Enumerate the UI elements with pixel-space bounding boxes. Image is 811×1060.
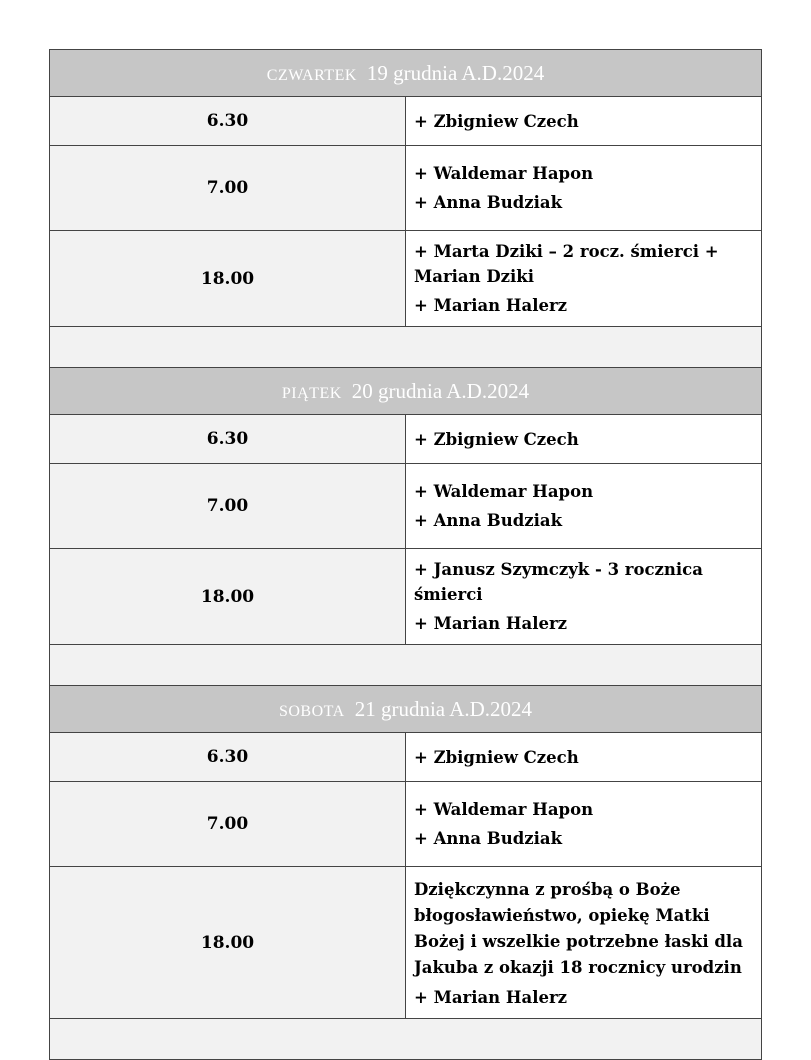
spacer-cell bbox=[50, 327, 762, 368]
intention: + Marta Dziki – 2 rocz. śmierci + Marian Dziki bbox=[414, 242, 719, 286]
intention: + Zbigniew Czech bbox=[414, 111, 579, 131]
intentions-cell bbox=[406, 782, 762, 867]
intention: + Anna Budziak bbox=[414, 511, 563, 530]
mass-schedule-table bbox=[49, 49, 762, 1060]
mass-time: 18.00 bbox=[50, 549, 406, 645]
mass-time: 18.00 bbox=[50, 231, 406, 327]
intention: + Janusz Szymczyk - 3 rocznica śmierci bbox=[414, 560, 703, 604]
spacer-cell bbox=[50, 645, 762, 686]
mass-time: 6.30 bbox=[50, 97, 406, 146]
intention: + Marian Halerz bbox=[414, 988, 568, 1007]
intentions-cell bbox=[406, 146, 762, 231]
intention: + Anna Budziak bbox=[414, 829, 563, 848]
schedule-row bbox=[50, 415, 762, 464]
schedule-row bbox=[50, 782, 762, 867]
schedule-row bbox=[50, 146, 762, 231]
day-name: PIĄTEK bbox=[281, 384, 342, 402]
intentions-cell bbox=[406, 464, 762, 549]
intention: + Zbigniew Czech bbox=[414, 429, 579, 449]
day-header bbox=[50, 686, 762, 733]
intention: + Waldemar Hapon bbox=[414, 164, 594, 183]
day-name: CZWARTEK bbox=[266, 66, 357, 84]
day-header bbox=[50, 368, 762, 415]
day-header bbox=[50, 50, 762, 97]
schedule-row bbox=[50, 97, 762, 146]
mass-time: 18.00 bbox=[50, 867, 406, 1019]
mass-time: 7.00 bbox=[50, 146, 406, 231]
intentions-cell bbox=[406, 231, 762, 327]
day-date: 20 grudnia A.D.2024 bbox=[351, 378, 530, 403]
intention: + Waldemar Hapon bbox=[414, 800, 594, 819]
spacer-row bbox=[50, 1019, 762, 1060]
intention: Dziękczynna z prośbą o Boże błogosławieństwo, opiekę Matki Bożej i wszelkie potrzebne łaski dla Jakuba z okazji 18 rocznicy urodzin bbox=[414, 880, 743, 977]
schedule-row bbox=[50, 464, 762, 549]
spacer-cell bbox=[50, 1019, 762, 1060]
schedule-row bbox=[50, 231, 762, 327]
day-header-cell bbox=[50, 50, 762, 97]
day-name: SOBOTA bbox=[278, 702, 345, 720]
mass-time: 7.00 bbox=[50, 782, 406, 867]
intentions-cell bbox=[406, 733, 762, 782]
intention: + Waldemar Hapon bbox=[414, 482, 594, 501]
spacer-row bbox=[50, 645, 762, 686]
spacer-row bbox=[50, 327, 762, 368]
intention: + Marian Halerz bbox=[414, 296, 568, 315]
day-header-cell bbox=[50, 368, 762, 415]
intention: + Marian Halerz bbox=[414, 614, 568, 633]
day-date: 19 grudnia A.D.2024 bbox=[366, 60, 545, 85]
intention: + Anna Budziak bbox=[414, 193, 563, 212]
intentions-cell bbox=[406, 867, 762, 1019]
schedule-row bbox=[50, 549, 762, 645]
intentions-cell bbox=[406, 97, 762, 146]
day-header-cell bbox=[50, 686, 762, 733]
schedule-row bbox=[50, 867, 762, 1019]
day-date: 21 grudnia A.D.2024 bbox=[354, 696, 533, 721]
mass-time: 7.00 bbox=[50, 464, 406, 549]
mass-time: 6.30 bbox=[50, 733, 406, 782]
mass-time: 6.30 bbox=[50, 415, 406, 464]
intention: + Zbigniew Czech bbox=[414, 747, 579, 767]
intentions-cell bbox=[406, 549, 762, 645]
intentions-cell bbox=[406, 415, 762, 464]
schedule-row bbox=[50, 733, 762, 782]
